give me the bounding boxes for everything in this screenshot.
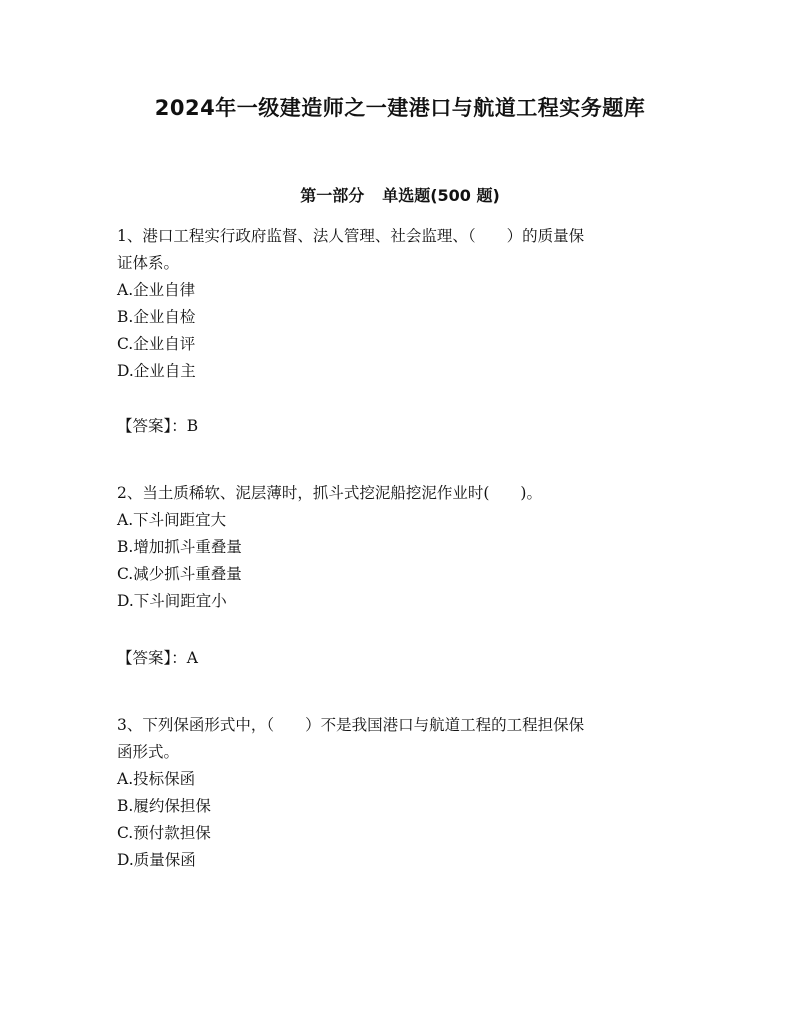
question-3 — [117, 712, 687, 874]
option-c: C.减少抓斗重叠量 — [117, 565, 242, 583]
option-b: B.履约保担保 — [117, 797, 211, 815]
answer-label: 【答案】： — [117, 649, 187, 667]
option-a: A.下斗间距宜大 — [117, 511, 227, 529]
question-1 — [117, 223, 687, 385]
option-b: B.企业自检 — [117, 308, 196, 326]
answer-value: A — [186, 649, 198, 667]
answer-2 — [117, 645, 198, 672]
option-a: A.企业自律 — [117, 281, 196, 299]
option-c: C.企业自评 — [117, 335, 196, 353]
question-stem: 1、港口工程实行政府监督、法人管理、社会监理、（ ）的质量保 — [117, 227, 585, 245]
question-stem-continued: 函形式。 — [117, 743, 180, 761]
option-b: B.增加抓斗重叠量 — [117, 538, 242, 556]
answer-1 — [117, 413, 198, 440]
answer-label: 【答案】： — [117, 417, 187, 435]
section-name: 单选题(500 题) — [382, 186, 500, 205]
question-2 — [117, 480, 687, 615]
question-stem: 3、下列保函形式中，（ ）不是我国港口与航道工程的工程担保保 — [117, 716, 585, 734]
option-a: A.投标保函 — [117, 770, 196, 788]
section-title — [0, 183, 800, 206]
option-d: D.质量保函 — [117, 851, 196, 869]
option-c: C.预付款担保 — [117, 824, 211, 842]
question-stem: 2、当土质稀软、泥层薄时，抓斗式挖泥船挖泥作业时( )。 — [117, 484, 542, 502]
question-stem-continued: 证体系。 — [117, 254, 180, 272]
option-d: D.企业自主 — [117, 362, 196, 380]
option-d: D.下斗间距宜小 — [117, 592, 227, 610]
section-part: 第一部分 — [300, 186, 365, 205]
answer-value: B — [186, 417, 199, 435]
document-title: 2024年一级建造师之一建港口与航道工程实务题库 — [154, 96, 646, 120]
